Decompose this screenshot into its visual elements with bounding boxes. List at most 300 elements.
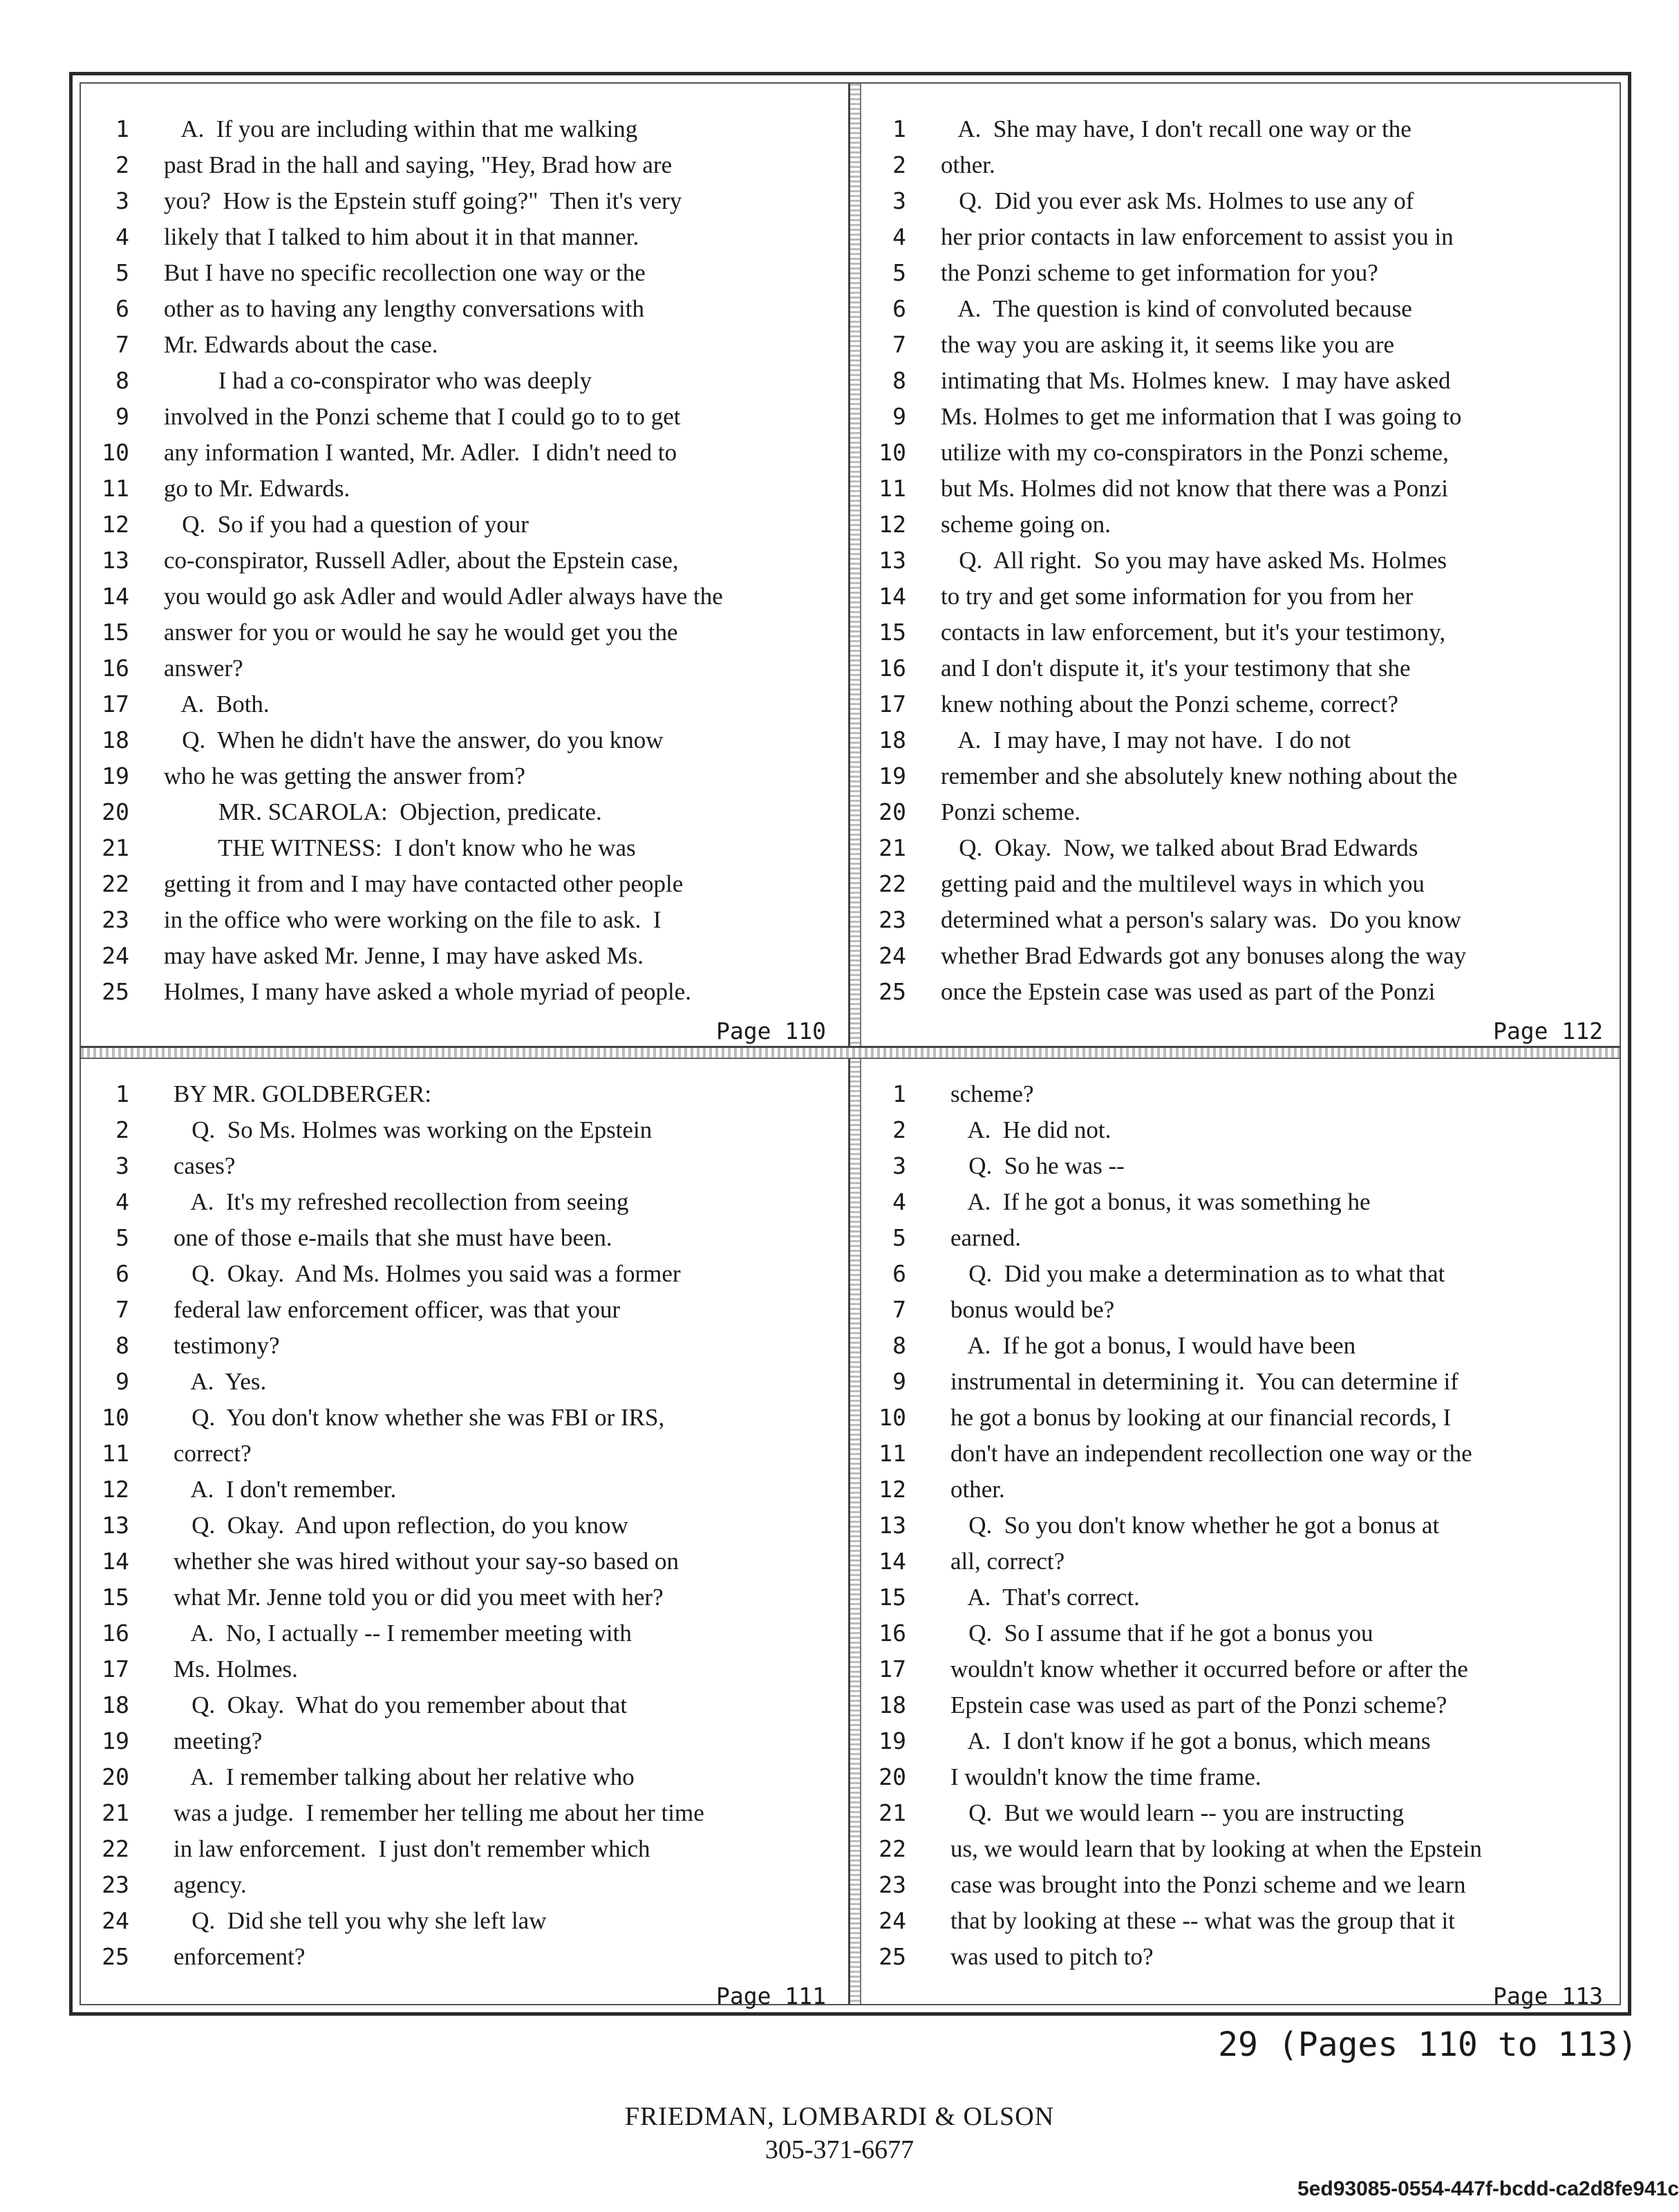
page-label: Page 111 (716, 1983, 826, 2009)
transcript-line (89, 866, 843, 902)
line-number: 2 (892, 151, 906, 178)
transcript-line (89, 327, 843, 363)
line-number: 22 (879, 870, 906, 897)
line-number: 18 (879, 727, 906, 753)
transcript-line (866, 1939, 1620, 1975)
line-text: Q. So he was -- (950, 1152, 1125, 1179)
transcript-page-111 (89, 1076, 843, 2009)
transcript-line (89, 686, 843, 722)
line-text: getting paid and the multilevel ways in which you (941, 870, 1425, 897)
line-number: 8 (892, 1332, 906, 1359)
line-number: 9 (115, 403, 129, 430)
transcript-line (89, 255, 843, 291)
transcript-line (89, 1292, 843, 1328)
line-number: 18 (879, 1691, 906, 1718)
line-number: 18 (102, 1691, 129, 1718)
horizontal-divider (81, 1046, 1620, 1059)
transcript-line (866, 183, 1620, 219)
line-text: any information I wanted, Mr. Adler. I didn't need to (164, 439, 677, 466)
line-number: 16 (102, 1620, 129, 1647)
transcript-line (866, 471, 1620, 507)
line-number: 3 (892, 1152, 906, 1179)
line-text: co-conspirator, Russell Adler, about the Epstein case, (164, 547, 679, 574)
transcript-line (89, 650, 843, 686)
line-text: A. I may have, I may not have. I do not (941, 727, 1351, 753)
transcript-line (866, 111, 1620, 147)
transcript-line (866, 327, 1620, 363)
transcript-line (866, 543, 1620, 579)
transcript-line (866, 615, 1620, 650)
line-text: A. It's my refreshed recollection from seeing (173, 1188, 629, 1215)
line-number: 4 (115, 1188, 129, 1215)
transcript-line (89, 1148, 843, 1184)
line-text: Ms. Holmes. (173, 1656, 298, 1683)
line-text: A. Both. (164, 691, 270, 718)
line-text: THE WITNESS: I don't know who he was (164, 834, 636, 861)
line-text: A. That's correct. (950, 1584, 1140, 1611)
line-text: Q. So I assume that if he got a bonus you (950, 1620, 1373, 1647)
transcript-line (89, 1867, 843, 1903)
line-number: 9 (115, 1368, 129, 1395)
document-hash: 5ed93085-0554-447f-bcdd-ca2d8fe941c (1297, 2177, 1679, 2200)
transcript-line (89, 183, 843, 219)
line-text: Q. So Ms. Holmes was working on the Epstein (173, 1116, 653, 1143)
transcript-line (89, 1903, 843, 1939)
line-number: 22 (102, 870, 129, 897)
line-text: Q. Did she tell you why she left law (173, 1907, 547, 1934)
line-text: contacts in law enforcement, but it's your testimony, (941, 619, 1446, 646)
line-text: getting it from and I may have contacted other people (164, 870, 684, 897)
line-number: 23 (879, 906, 906, 933)
transcript-line (866, 1903, 1620, 1939)
transcript-line (866, 1580, 1620, 1615)
line-number: 12 (102, 1476, 129, 1503)
page-label: Page 110 (716, 1018, 826, 1044)
line-text: I wouldn't know the time frame. (950, 1763, 1261, 1790)
line-list (866, 111, 1620, 1010)
line-text: answer for you or would he say he would get you the (164, 619, 678, 646)
line-number: 7 (115, 1296, 129, 1323)
line-text: testimony? (173, 1332, 280, 1359)
line-number: 7 (115, 331, 129, 358)
line-text: Q. Did you ever ask Ms. Holmes to use any of (941, 187, 1414, 214)
transcript-line (866, 1472, 1620, 1508)
line-text: other. (950, 1476, 1005, 1503)
line-number: 2 (115, 151, 129, 178)
transcript-line (89, 219, 843, 255)
line-number: 6 (115, 295, 129, 322)
line-number: 1 (115, 1080, 129, 1107)
line-text: go to Mr. Edwards. (164, 475, 350, 502)
transcript-line (89, 1328, 843, 1364)
transcript-line (866, 1292, 1620, 1328)
transcript-line (866, 1184, 1620, 1220)
transcript-line (866, 722, 1620, 758)
line-number: 11 (102, 1440, 129, 1467)
line-number: 10 (879, 439, 906, 466)
transcript-line (866, 686, 1620, 722)
line-number: 9 (892, 403, 906, 430)
transcript-line (89, 1400, 843, 1436)
line-text: Q. Okay. And Ms. Holmes you said was a former (173, 1260, 681, 1287)
line-number: 7 (892, 331, 906, 358)
line-text: Q. So if you had a question of your (164, 511, 529, 538)
line-number: 15 (879, 1584, 906, 1611)
line-number: 11 (879, 475, 906, 502)
line-text: you? How is the Epstein stuff going?" Then it's very (164, 187, 682, 214)
transcript-line (89, 1759, 843, 1795)
transcript-line (866, 1831, 1620, 1867)
line-number: 17 (102, 1656, 129, 1683)
transcript-line (866, 1112, 1620, 1148)
line-text: all, correct? (950, 1548, 1065, 1575)
line-number: 14 (102, 1548, 129, 1575)
transcript-line (89, 507, 843, 543)
line-text: Q. But we would learn -- you are instructing (950, 1799, 1405, 1826)
line-text: meeting? (173, 1727, 263, 1754)
line-text: utilize with my co-conspirators in the Ponzi scheme, (941, 439, 1449, 466)
line-text: Epstein case was used as part of the Ponzi scheme? (950, 1691, 1447, 1718)
line-number: 1 (892, 115, 906, 142)
line-number: 20 (102, 798, 129, 825)
transcript-line (89, 1256, 843, 1292)
transcript-line (89, 1436, 843, 1472)
line-text: the Ponzi scheme to get information for you? (941, 259, 1378, 286)
line-text: the way you are asking it, it seems like you are (941, 331, 1395, 358)
line-number: 21 (879, 1799, 906, 1826)
line-text: whether Brad Edwards got any bonuses along the way (941, 942, 1467, 969)
line-number: 13 (879, 1512, 906, 1539)
line-text: determined what a person's salary was. Do you know (941, 906, 1461, 933)
line-text: enforcement? (173, 1943, 306, 1970)
line-text: instrumental in determining it. You can determine if (950, 1368, 1458, 1395)
transcript-line (89, 543, 843, 579)
line-text: case was brought into the Ponzi scheme and we learn (950, 1871, 1466, 1898)
line-list (866, 1076, 1620, 1975)
line-text: whether she was hired without your say-so based on (173, 1548, 679, 1575)
line-text: once the Epstein case was used as part of the Ponzi (941, 978, 1436, 1005)
line-text: Q. Okay. Now, we talked about Brad Edwards (941, 834, 1418, 861)
transcript-page-113 (866, 1076, 1620, 2009)
line-text: Q. So you don't know whether he got a bonus at (950, 1512, 1440, 1539)
line-number: 17 (102, 691, 129, 718)
line-number: 4 (115, 223, 129, 250)
transcript-line (89, 1723, 843, 1759)
line-list (89, 111, 843, 1010)
line-text: A. If he got a bonus, I would have been (950, 1332, 1356, 1359)
line-text: don't have an independent recollection one way or the (950, 1440, 1472, 1467)
transcript-line (866, 1723, 1620, 1759)
line-text: A. If you are including within that me walking (164, 115, 638, 142)
line-number: 20 (879, 798, 906, 825)
transcript-inner-border (79, 82, 1621, 2009)
line-text: A. The question is kind of convoluted because (941, 295, 1412, 322)
line-number: 10 (879, 1404, 906, 1431)
line-text: bonus would be? (950, 1296, 1115, 1323)
line-number: 25 (102, 1943, 129, 1970)
line-text: A. I remember talking about her relative who (173, 1763, 635, 1790)
transcript-line (866, 1544, 1620, 1580)
line-number: 24 (879, 1907, 906, 1934)
transcript-line (89, 1076, 843, 1112)
transcript-line (89, 830, 843, 866)
transcript-line (866, 794, 1620, 830)
line-number: 18 (102, 727, 129, 753)
line-text: A. I don't remember. (173, 1476, 397, 1503)
line-number: 5 (115, 259, 129, 286)
line-number: 6 (892, 1260, 906, 1287)
line-text: knew nothing about the Ponzi scheme, correct? (941, 691, 1398, 718)
line-text: Q. All right. So you may have asked Ms. Holmes (941, 547, 1447, 574)
line-number: 14 (879, 1548, 906, 1575)
line-text: Holmes, I many have asked a whole myriad of people. (164, 978, 691, 1005)
transcript-line (866, 938, 1620, 974)
transcript-line (866, 363, 1620, 399)
line-text: earned. (950, 1224, 1022, 1251)
transcript-line (866, 147, 1620, 183)
transcript-frame (69, 72, 1631, 2016)
line-text: remember and she absolutely knew nothing about the (941, 762, 1458, 789)
transcript-line (89, 471, 843, 507)
line-number: 6 (892, 295, 906, 322)
line-text: Q. Did you make a determination as to what that (950, 1260, 1445, 1287)
transcript-line (89, 1795, 843, 1831)
line-number: 22 (102, 1835, 129, 1862)
transcript-line (866, 291, 1620, 327)
line-number: 13 (102, 547, 129, 574)
transcript-line (89, 147, 843, 183)
line-text: scheme going on. (941, 511, 1111, 538)
line-text: Q. Okay. And upon reflection, do you know (173, 1512, 628, 1539)
transcript-page-112 (866, 111, 1620, 1044)
line-text: Q. You don't know whether she was FBI or IRS, (173, 1404, 665, 1431)
line-text: past Brad in the hall and saying, "Hey, Brad how are (164, 151, 673, 178)
line-text: in law enforcement. I just don't remember which (173, 1835, 650, 1862)
line-number: 15 (102, 1584, 129, 1611)
line-text: I had a co-conspirator who was deeply (164, 367, 592, 394)
transcript-line (89, 1508, 843, 1544)
line-number: 14 (102, 583, 129, 610)
line-text: A. Yes. (173, 1368, 267, 1395)
line-text: us, we would learn that by looking at when the Epstein (950, 1835, 1482, 1862)
line-text: what Mr. Jenne told you or did you meet with her? (173, 1584, 664, 1611)
line-number: 16 (102, 655, 129, 682)
line-number: 19 (879, 762, 906, 789)
line-text: one of those e-mails that she must have been. (173, 1224, 612, 1251)
line-text: BY MR. GOLDBERGER: (173, 1080, 432, 1107)
transcript-line (866, 974, 1620, 1010)
line-number: 9 (892, 1368, 906, 1395)
transcript-line (866, 1795, 1620, 1831)
line-text: likely that I talked to him about it in that manner. (164, 223, 639, 250)
line-text: in the office who were working on the file to ask. I (164, 906, 662, 933)
line-text: that by looking at these -- what was the group that it (950, 1907, 1455, 1934)
line-number: 21 (102, 1799, 129, 1826)
line-text: MR. SCAROLA: Objection, predicate. (164, 798, 602, 825)
transcript-line (89, 1580, 843, 1615)
transcript-line (89, 579, 843, 615)
line-text: may have asked Mr. Jenne, I may have asked Ms. (164, 942, 644, 969)
transcript-line (89, 615, 843, 650)
transcript-line (866, 1687, 1620, 1723)
transcript-line (89, 435, 843, 471)
line-number: 7 (892, 1296, 906, 1323)
line-list (89, 1076, 843, 1975)
vertical-divider (848, 84, 861, 2004)
line-text: intimating that Ms. Holmes knew. I may have asked (941, 367, 1451, 394)
transcript-line (866, 399, 1620, 435)
line-text: to try and get some information for you from her (941, 583, 1414, 610)
line-number: 8 (115, 367, 129, 394)
line-number: 12 (102, 511, 129, 538)
line-number: 20 (102, 1763, 129, 1790)
line-text: who he was getting the answer from? (164, 762, 525, 789)
transcript-line (866, 902, 1620, 938)
line-number: 10 (102, 439, 129, 466)
transcript-line (89, 1112, 843, 1148)
line-number: 14 (879, 583, 906, 610)
line-text: you would go ask Adler and would Adler always have the (164, 583, 723, 610)
line-number: 19 (102, 1727, 129, 1754)
line-number: 19 (879, 1727, 906, 1754)
line-text: and I don't dispute it, it's your testimony that she (941, 655, 1411, 682)
line-text: A. No, I actually -- I remember meeting with (173, 1620, 632, 1647)
transcript-line (866, 507, 1620, 543)
line-text: Ms. Holmes to get me information that I was going to (941, 403, 1462, 430)
line-text: But I have no specific recollection one way or the (164, 259, 646, 286)
transcript-line (866, 1508, 1620, 1544)
transcript-line (89, 938, 843, 974)
transcript-line (89, 758, 843, 794)
transcript-line (89, 794, 843, 830)
transcript-line (89, 291, 843, 327)
line-number: 16 (879, 1620, 906, 1647)
line-number: 11 (879, 1440, 906, 1467)
line-number: 25 (879, 978, 906, 1005)
transcript-line (866, 1256, 1620, 1292)
line-text: was used to pitch to? (950, 1943, 1154, 1970)
line-number: 10 (102, 1404, 129, 1431)
transcript-page-110 (89, 111, 843, 1044)
line-number: 17 (879, 1656, 906, 1683)
line-number: 15 (879, 619, 906, 646)
transcript-line (866, 650, 1620, 686)
line-text: federal law enforcement officer, was that your (173, 1296, 621, 1323)
line-number: 4 (892, 223, 906, 250)
line-number: 12 (879, 511, 906, 538)
line-text: Q. When he didn't have the answer, do you know (164, 727, 664, 753)
line-text: A. She may have, I don't recall one way or the (941, 115, 1411, 142)
line-text: involved in the Ponzi scheme that I could go to to get (164, 403, 681, 430)
line-number: 3 (115, 1152, 129, 1179)
line-text: answer? (164, 655, 243, 682)
transcript-line (89, 1220, 843, 1256)
line-number: 25 (879, 1943, 906, 1970)
transcript-line (89, 1939, 843, 1975)
line-number: 4 (892, 1188, 906, 1215)
transcript-line (866, 1651, 1620, 1687)
line-number: 5 (892, 259, 906, 286)
transcript-line (89, 1687, 843, 1723)
transcript-line (89, 399, 843, 435)
line-text: he got a bonus by looking at our financial records, I (950, 1404, 1452, 1431)
line-number: 6 (115, 1260, 129, 1287)
transcript-line (866, 1148, 1620, 1184)
line-text: other. (941, 151, 995, 178)
transcript-line (866, 1615, 1620, 1651)
transcript-line (89, 974, 843, 1010)
transcript-line (866, 1220, 1620, 1256)
line-number: 22 (879, 1835, 906, 1862)
transcript-line (866, 219, 1620, 255)
transcript-line (89, 1544, 843, 1580)
transcript-line (866, 758, 1620, 794)
transcript-line (866, 830, 1620, 866)
transcript-line (89, 1472, 843, 1508)
line-number: 21 (879, 834, 906, 861)
line-number: 8 (892, 367, 906, 394)
transcript-line (866, 1328, 1620, 1364)
line-text: Mr. Edwards about the case. (164, 331, 438, 358)
transcript-line (866, 1076, 1620, 1112)
line-number: 24 (102, 942, 129, 969)
transcript-line (866, 1759, 1620, 1795)
line-text: Q. Okay. What do you remember about that (173, 1691, 628, 1718)
transcript-line (89, 902, 843, 938)
line-number: 12 (879, 1476, 906, 1503)
line-text: A. If he got a bonus, it was something he (950, 1188, 1371, 1215)
line-number: 15 (102, 619, 129, 646)
transcript-line (866, 1867, 1620, 1903)
page-label: Page 112 (1493, 1018, 1603, 1044)
line-number: 19 (102, 762, 129, 789)
line-number: 16 (879, 655, 906, 682)
transcript-line (866, 1364, 1620, 1400)
page-label: Page 113 (1493, 1983, 1603, 2009)
line-number: 11 (102, 475, 129, 502)
line-number: 2 (892, 1116, 906, 1143)
line-text: A. I don't know if he got a bonus, which means (950, 1727, 1431, 1754)
line-number: 23 (102, 906, 129, 933)
line-text: scheme? (950, 1080, 1034, 1107)
court-reporter-firm: FRIEDMAN, LOMBARDI & OLSON (624, 2102, 1055, 2131)
court-reporter-phone: 305-371-6677 (765, 2135, 914, 2164)
line-number: 20 (879, 1763, 906, 1790)
line-text: was a judge. I remember her telling me about her time (173, 1799, 704, 1826)
line-text: her prior contacts in law enforcement to assist you in (941, 223, 1454, 250)
line-number: 24 (879, 942, 906, 969)
transcript-line (89, 111, 843, 147)
transcript-line (866, 1400, 1620, 1436)
transcript-line (89, 1364, 843, 1400)
transcript-line (866, 866, 1620, 902)
line-number: 13 (102, 1512, 129, 1539)
line-number: 1 (892, 1080, 906, 1107)
line-number: 1 (115, 115, 129, 142)
line-number: 23 (879, 1871, 906, 1898)
transcript-line (89, 1831, 843, 1867)
line-number: 21 (102, 834, 129, 861)
line-text: wouldn't know whether it occurred before or after the (950, 1656, 1468, 1683)
line-number: 25 (102, 978, 129, 1005)
transcript-line (866, 435, 1620, 471)
transcript-line (89, 1615, 843, 1651)
transcript-line (866, 255, 1620, 291)
transcript-line (89, 1184, 843, 1220)
line-text: other as to having any lengthy conversations with (164, 295, 644, 322)
line-number: 2 (115, 1116, 129, 1143)
line-number: 3 (115, 187, 129, 214)
